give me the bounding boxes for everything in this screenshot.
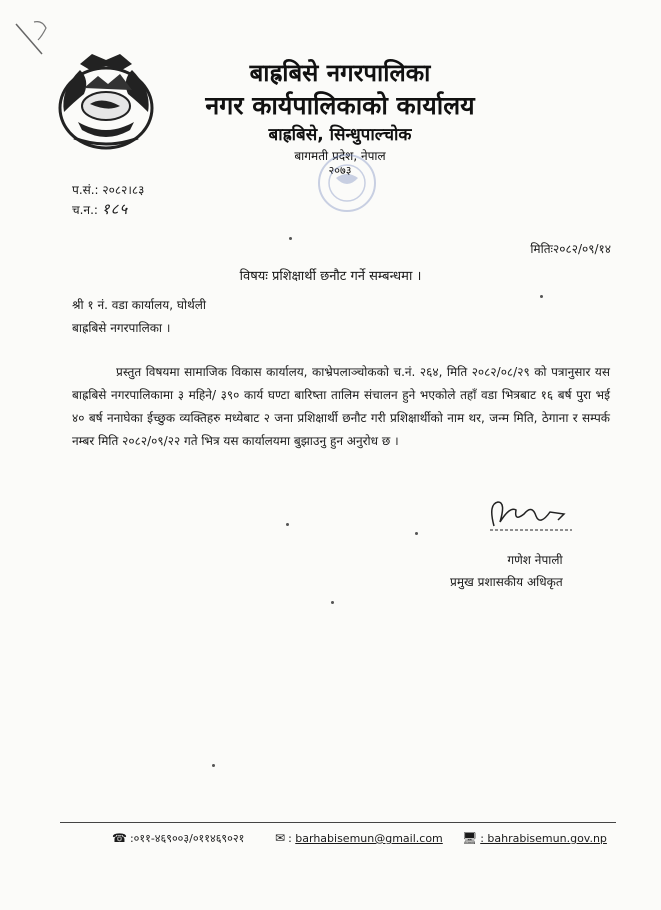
dispatch-number [72,199,128,219]
letter-date: मितिः२०८२/०९/१४ [530,242,611,256]
footer-email-link[interactable]: barhabisemun@gmail.com [295,832,443,845]
established-year: २०७३ [328,164,352,177]
speck [540,295,543,298]
speck [289,237,292,240]
letter-subject: विषयः प्रशिक्षार्थी छनौट गर्ने सम्बन्धमा । [239,269,422,284]
addressee-line-2: बाह्रबिसे नगरपालिका । [72,321,171,335]
footer-website-link[interactable]: : bahrabisemun.gov.np [480,832,607,845]
footer-website [462,831,607,845]
footer-divider [60,822,616,823]
dispatch-value: १८५ [101,200,129,218]
office-location: बाह्रबिसे, सिन्धुपाल्चोक [268,125,412,145]
signatory-title: प्रमुख प्रशासकीय अधिकृत [450,575,563,589]
dispatch-label: च.न.: [72,203,98,217]
nepal-emblem-logo [50,50,162,155]
signature [480,496,580,536]
speck [286,523,289,526]
computer-icon: 🖥 [462,831,478,845]
municipality-name: बाह्रबिसे नगरपालिका [249,59,431,87]
signatory-name: गणेश नेपाली [507,553,563,567]
speck [212,764,215,767]
office-seal-stamp [308,152,386,214]
letter-body [72,361,610,453]
footer-phone [112,831,244,846]
reference-number: प.सं.: २०८२।८३ [72,183,145,197]
office-name: नगर कार्यपालिकाको कार्यालय [205,91,475,120]
footer-email: ✉ : barhabisemun@gmail.com [275,831,443,845]
footer-phone-text: :०११-४६९००३/०११४६९०२१ [129,832,245,845]
envelope-icon: ✉ [275,831,286,845]
letter-body-text: प्रस्तुत विषयमा सामाजिक विकास कार्यालय, काभ्रेपलाञ्चोकको च.नं. २६४, मिति २०८२/०८/२९ को पत्रानुसार यस बाह्रबिसे नगरपालिकामा ३ महिने/ ३९० कार्य घण्टा बारिष्ता तालिम संचालन हुने भएकोले तहाँ वडा भित्रबाट १६ बर्ष पुरा भई ४० बर्ष ननाघेका ईच्छुक व्यक्तिहरु मध्येबाट २ जना प्रशिक्षार्थी छनौट गरी प्रशिक्षार्थीको नाम थर, जन्म मिति, ठेगाना र सम्पर्क नम्बर मिति २०८२/०९/२२ गते भित्र यस कार्यालयमा बुझाउनु हुन अनुरोध छ । [72,365,610,448]
speck [415,532,418,535]
speck [331,601,334,604]
telephone-icon: ☎ [112,831,127,845]
office-province: बागमती प्रदेश, नेपाल [294,149,386,163]
addressee-line-1: श्री १ नं. वडा कार्यालय, घोर्थली [72,298,207,312]
